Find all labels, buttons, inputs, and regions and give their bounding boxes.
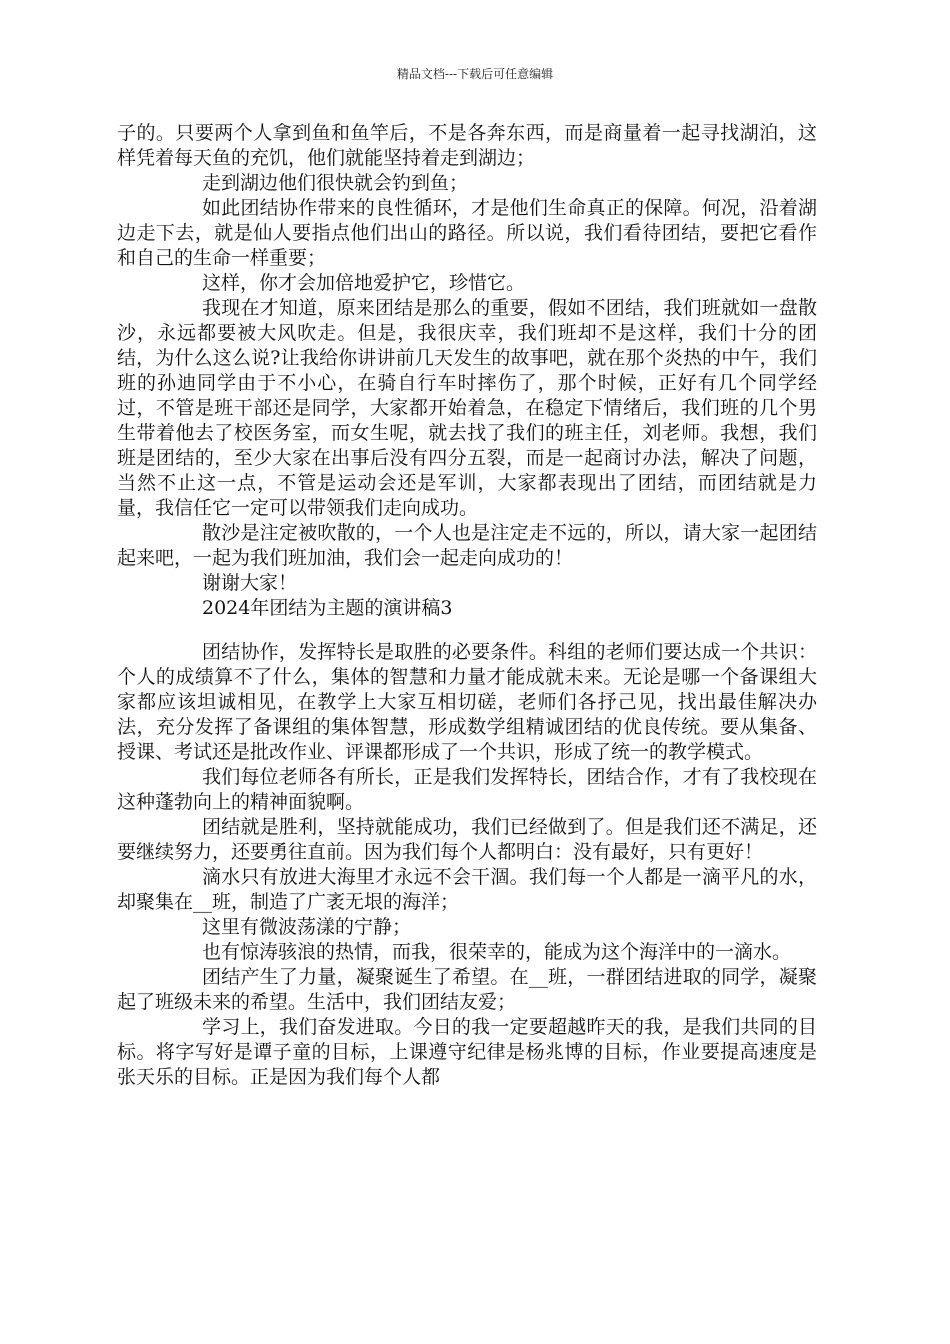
body-paragraph: 这里有微波荡漾的宁静； — [202, 916, 412, 938]
body-paragraph: 走到湖边他们很快就会钓到鱼； — [202, 172, 469, 194]
body-paragraph: 团结就是胜利，坚持就能成功，我们已经做到了。但是我们还不满足，还要继续努力，还要勇往直前。因为我们每个人都明白：没有最好，只有更好！ — [117, 816, 817, 863]
body-paragraph: 如此团结协作带来的良性循环，才是他们生命真正的保障。何况，沿着湖边走下去，就是仙人要指点他们出山的路径。所以说，我们看待团结，要把它看作和自己的生命一样重要； — [117, 197, 817, 269]
body-paragraph: 团结协作，发挥特长是取胜的必要条件。科组的老师们要达成一个共识：个人的成绩算不了什么，集体的智慧和力量才能成就未来。无论是哪一个备课组大家都应该坦诚相见，在教学上大家互相切磋，老师们各抒己见，找出最佳解决办法，充分发挥了备课组的集体智慧，形成数学组精诚团结的优良传统。要从集备、授课、考试还是批改作业、评课都形成了一个共识，形成了统一的教学模式。 — [117, 641, 817, 763]
document-body — [117, 121, 817, 1090]
page-header: 精品文档---下载后可任意编辑 — [396, 67, 554, 81]
body-paragraph: 子的。只要两个人拿到鱼和鱼竿后，不是各奔东西，而是商量着一起寻找湖泊，这样凭着每天鱼的充饥，他们就能坚持着走到湖边； — [117, 122, 817, 169]
body-paragraph: 2024年团结为主题的演讲稿3 — [202, 597, 453, 619]
body-paragraph: 这样，你才会加倍地爱护它，珍惜它。 — [202, 272, 526, 294]
body-paragraph: 谢谢大家！ — [202, 572, 298, 594]
body-paragraph: 也有惊涛骇浪的热情，而我，很荣幸的，能成为这个海洋中的一滴水。 — [202, 941, 792, 963]
body-paragraph: 我们每位老师各有所长，正是我们发挥特长，团结合作，才有了我校现在这种蓬勃向上的精神面貌啊。 — [117, 766, 817, 813]
body-paragraph: 散沙是注定被吹散的，一个人也是注定走不远的，所以，请大家一起团结起来吧，一起为我们班加油，我们会一起走向成功的！ — [117, 522, 817, 569]
body-paragraph: 滴水只有放进大海里才永远不会干涸。我们每一个人都是一滴平凡的水，却聚集在__班，制造了广袤无垠的海洋； — [117, 866, 817, 913]
body-paragraph: 我现在才知道，原来团结是那么的重要，假如不团结，我们班就如一盘散沙，永远都要被大风吹走。但是，我很庆幸，我们班却不是这样，我们十分的团结，为什么这么说?让我给你讲讲前几天发生的故事吧，就在那个炎热的中午，我们班的孙迪同学由于不小心，在骑自行车时摔伤了，那个时候，正好有几个同学经过，不管是班干部还是同学，大家都开始着急，在稳定下情绪后，我们班的几个男生带着他去了校医务室，而女生呢，就去找了我们的班主任，刘老师。我想，我们班是团结的，至少大家在出事后没有四分五裂，而是一起商讨办法，解决了问题，当然不止这一点，不管是运动会还是军训，大家都表现出了团结，而团结就是力量，我信任它一定可以带领我们走向成功。 — [117, 297, 817, 519]
body-paragraph: 学习上，我们奋发进取。今日的我一定要超越昨天的我，是我们共同的目标。将字写好是谭子童的目标，上课遵守纪律是杨兆博的目标，作业要提高速度是张天乐的目标。正是因为我们每个人都 — [117, 1016, 817, 1088]
body-paragraph: 团结产生了力量，凝聚诞生了希望。在__班，一群团结进取的同学，凝聚起了班级未来的希望。生活中，我们团结友爱； — [117, 966, 817, 1013]
